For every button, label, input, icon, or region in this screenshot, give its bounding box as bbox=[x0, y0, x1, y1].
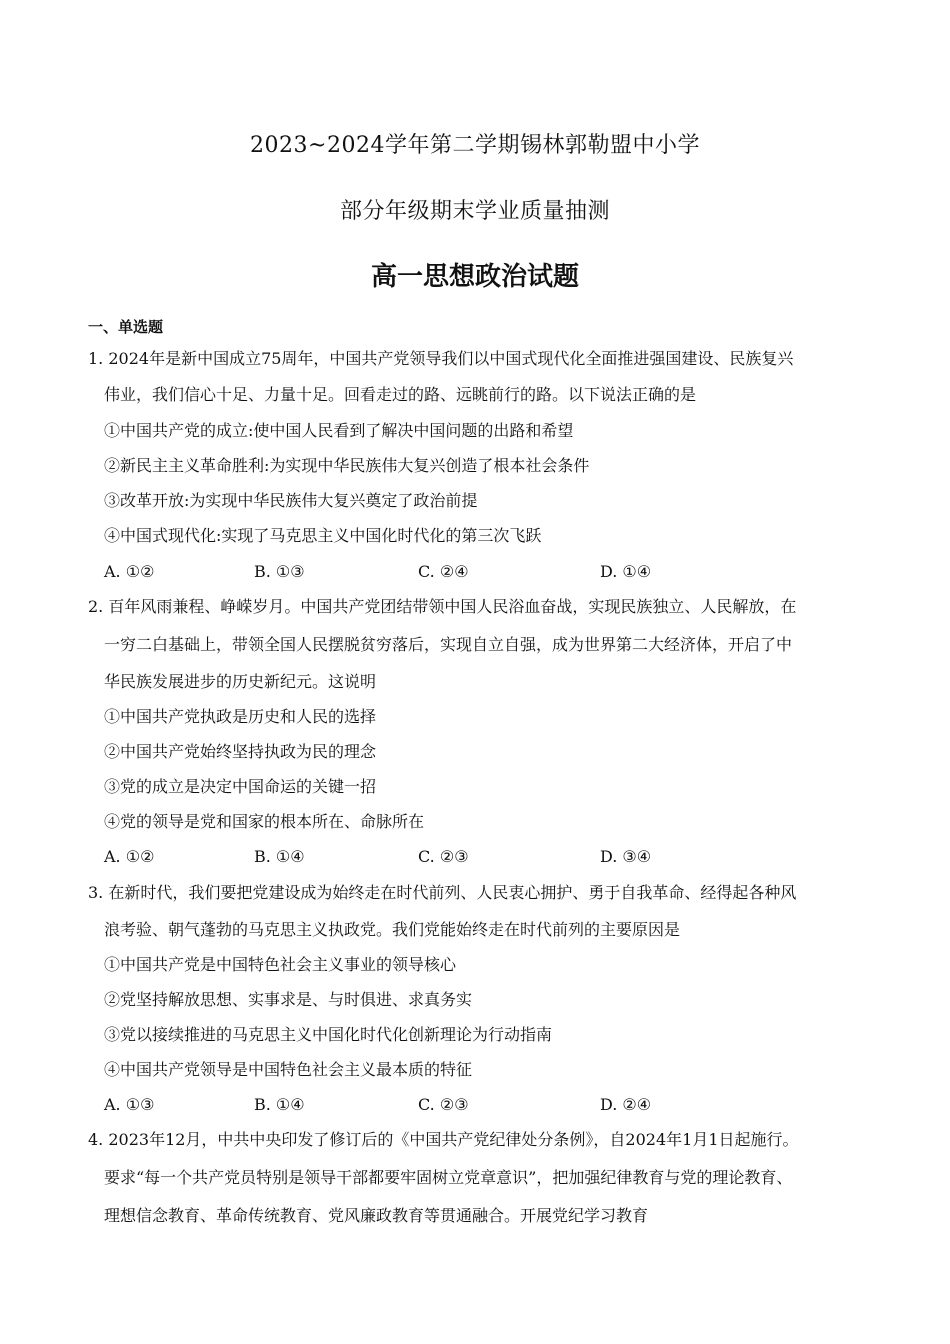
q2-stem-line1: 2. 百年风雨兼程、峥嵘岁月。中国共产党团结带领中国人民浴血奋战，实现民族独立、人民解放，在 bbox=[88, 597, 797, 616]
q2-option-b: B. ①④ bbox=[254, 847, 305, 866]
q2-option-d: D. ③④ bbox=[600, 847, 652, 866]
exam-title-line2: 部分年级期末学业质量抽测 bbox=[339, 199, 610, 224]
exam-title-line1: 2023~2024学年第二学期锡林郭勒盟中小学 bbox=[250, 133, 700, 158]
q2-stem-line3: 华民族发展进步的历史新纪元。这说明 bbox=[104, 672, 377, 691]
q1-option-c: C. ②④ bbox=[418, 562, 469, 581]
q4-stem-line3: 理想信念教育、革命传统教育、党风廉政教育等贯通融合。开展党纪学习教育 bbox=[104, 1206, 649, 1225]
q2-statement-3: ③党的成立是决定中国命运的关键一招 bbox=[104, 777, 377, 796]
q2-stem-line2: 一穷二白基础上，带领全国人民摆脱贫穷落后，实现自立自强，成为世界第二大经济体，开启了中 bbox=[104, 635, 793, 654]
q2-statement-1: ①中国共产党执政是历史和人民的选择 bbox=[104, 707, 377, 726]
q2-option-a: A. ①② bbox=[104, 847, 155, 866]
q4-stem-line1: 4. 2023年12月，中共中央印发了修订后的《中国共产党纪律处分条例》，自2024年1月1日起施行。 bbox=[88, 1130, 799, 1149]
q1-statement-1: ①中国共产党的成立:使中国人民看到了解决中国问题的出路和希望 bbox=[104, 421, 574, 440]
q3-statement-4: ④中国共产党领导是中国特色社会主义最本质的特征 bbox=[104, 1060, 473, 1079]
q1-option-a: A. ①② bbox=[104, 562, 155, 581]
q2-option-c: C. ②③ bbox=[418, 847, 469, 866]
q1-statement-4: ④中国式现代化:实现了马克思主义中国化时代化的第三次飞跃 bbox=[104, 526, 542, 545]
q2-statement-2: ②中国共产党始终坚持执政为民的理念 bbox=[104, 742, 377, 761]
q1-stem-line1: 1. 2024年是新中国成立75周年，中国共产党领导我们以中国式现代化全面推进强国建设、民族复兴 bbox=[88, 349, 794, 368]
q3-statement-3: ③党以接续推进的马克思主义中国化时代化创新理论为行动指南 bbox=[104, 1025, 553, 1044]
q1-statement-3: ③改革开放:为实现中华民族伟大复兴奠定了政治前提 bbox=[104, 491, 478, 510]
q3-stem-line1: 3. 在新时代，我们要把党建设成为始终走在时代前列、人民衷心拥护、勇于自我革命、经得起各种风 bbox=[88, 883, 797, 902]
q1-option-d: D. ①④ bbox=[600, 562, 652, 581]
q3-option-b: B. ①④ bbox=[254, 1095, 305, 1114]
q2-statement-4: ④党的领导是党和国家的根本所在、命脉所在 bbox=[104, 812, 425, 831]
q1-option-b: B. ①③ bbox=[254, 562, 305, 581]
subject-title: 高一思想政治试题 bbox=[370, 262, 579, 292]
q1-stem-line2: 伟业，我们信心十足、力量十足。回看走过的路、远眺前行的路。以下说法正确的是 bbox=[104, 385, 697, 404]
section-heading: 一、单选题 bbox=[88, 318, 164, 336]
q3-stem-line2: 浪考验、朝气蓬勃的马克思主义执政党。我们党能始终走在时代前列的主要原因是 bbox=[104, 920, 681, 939]
q3-option-a: A. ①③ bbox=[104, 1095, 155, 1114]
q4-stem-line2: 要求“每一个共产党员特别是领导干部都要牢固树立党章意识”，把加强纪律教育与党的理论教育、 bbox=[104, 1168, 793, 1187]
q3-statement-2: ②党坚持解放思想、实事求是、与时俱进、求真务实 bbox=[104, 990, 473, 1009]
q3-option-d: D. ②④ bbox=[600, 1095, 652, 1114]
q3-statement-1: ①中国共产党是中国特色社会主义事业的领导核心 bbox=[104, 955, 457, 974]
q3-option-c: C. ②③ bbox=[418, 1095, 469, 1114]
q1-statement-2: ②新民主主义革命胜利:为实现中华民族伟大复兴创造了根本社会条件 bbox=[104, 456, 590, 475]
